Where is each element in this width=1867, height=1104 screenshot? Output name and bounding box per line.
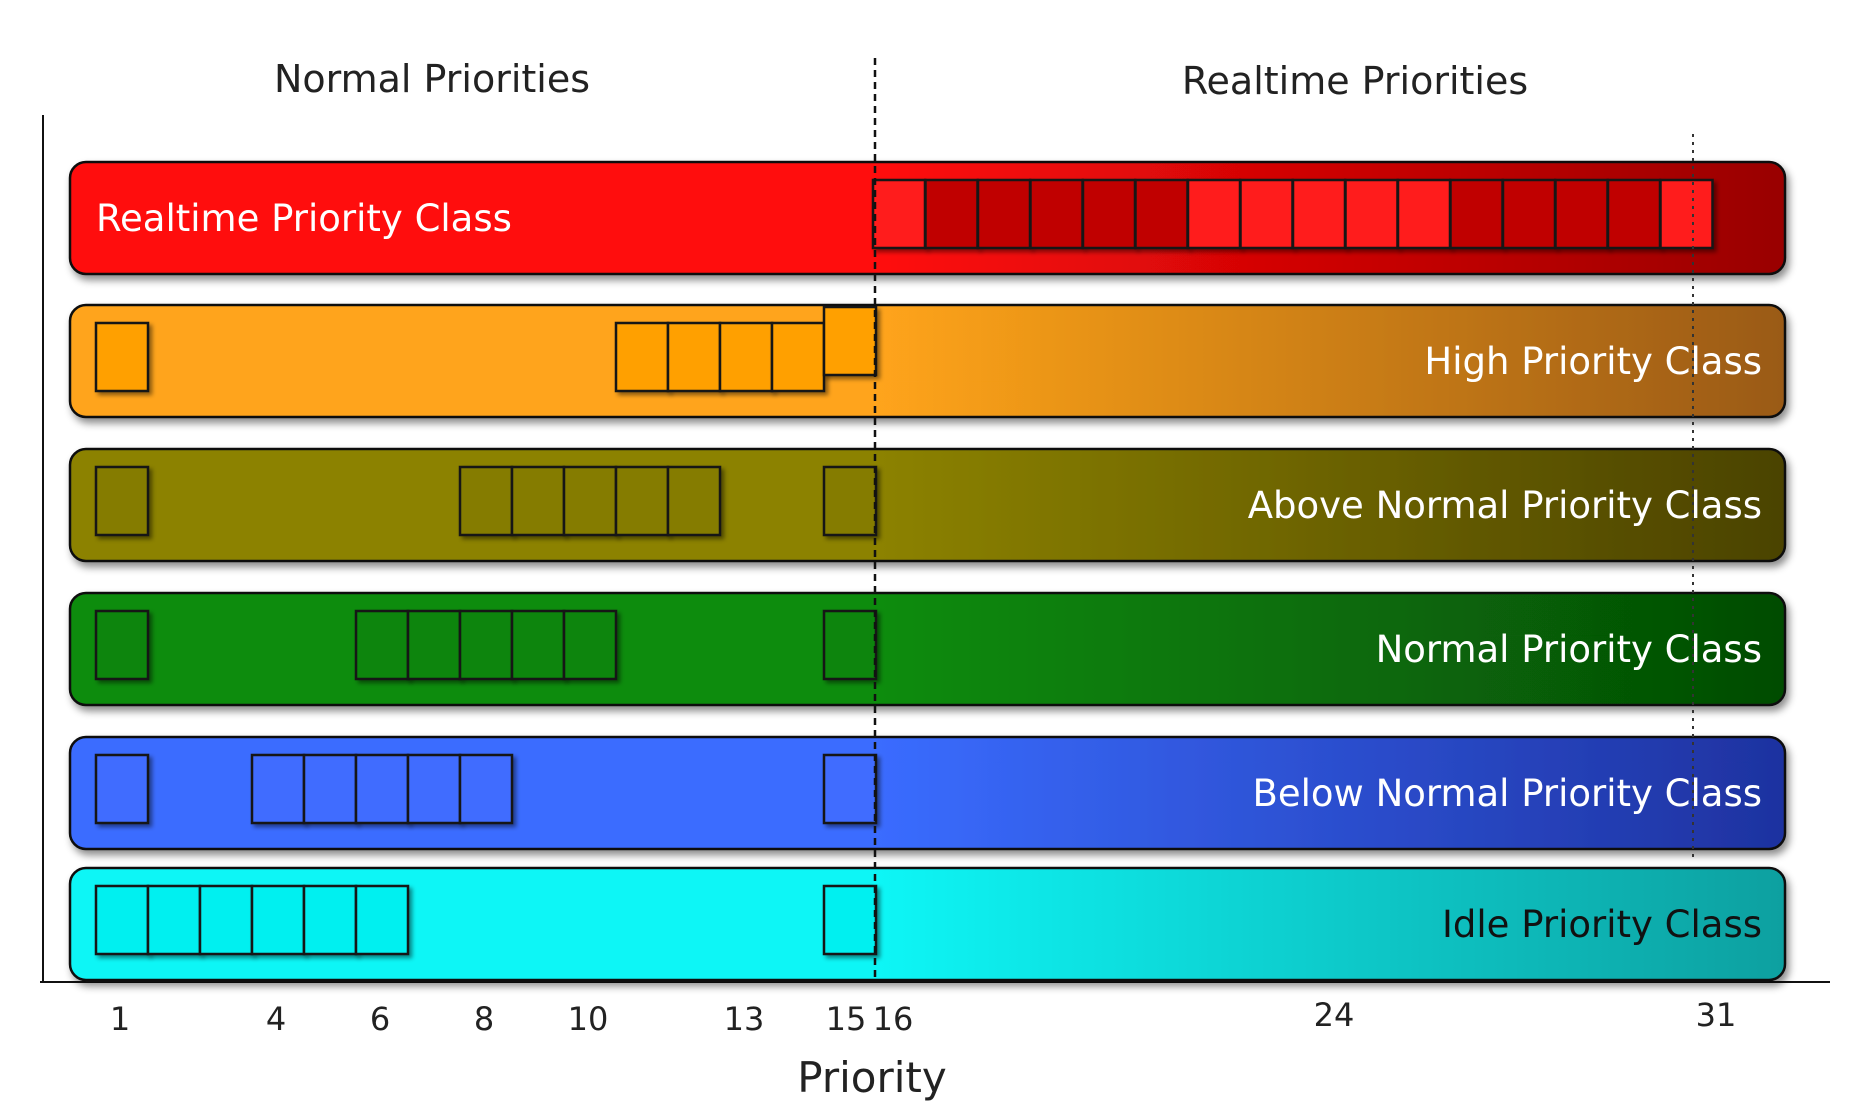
realtime-priorities-header: Realtime Priorities [1181, 59, 1529, 103]
slot-below-normal-6 [356, 755, 408, 823]
slot-above-normal-15 [824, 467, 876, 535]
slot-normal-9 [512, 611, 564, 679]
slot-above-normal-8 [460, 467, 512, 535]
slot-normal-7 [408, 611, 460, 679]
slot-below-normal-7 [408, 755, 460, 823]
tick-label-31: 31 [1695, 996, 1737, 1034]
band-above-normal [70, 449, 1785, 561]
tick-label-16: 16 [872, 1000, 914, 1038]
slot-high-12 [668, 323, 720, 391]
band-above-normal-label: Above Normal Priority Class [1247, 484, 1762, 527]
band-normal [70, 593, 1785, 705]
slot-realtime-20 [1083, 180, 1135, 248]
slot-below-normal-8 [460, 755, 512, 823]
tick-label-24: 24 [1313, 996, 1355, 1034]
x-axis-ticks [110, 996, 1737, 1038]
slot-above-normal-9 [512, 467, 564, 535]
slot-realtime-28 [1503, 180, 1555, 248]
slot-above-normal-12 [668, 467, 720, 535]
slot-realtime-29 [1556, 180, 1608, 248]
slot-above-normal-10 [564, 467, 616, 535]
slot-below-normal-5 [304, 755, 356, 823]
slot-idle-2 [148, 886, 200, 954]
slot-below-normal-1 [96, 755, 148, 823]
slot-realtime-30 [1608, 180, 1660, 248]
slot-normal-6 [356, 611, 408, 679]
slot-normal-15 [824, 611, 876, 679]
slot-idle-15 [824, 886, 876, 954]
band-normal-label: Normal Priority Class [1375, 628, 1762, 671]
tick-label-6: 6 [369, 1000, 391, 1038]
slot-high-11 [616, 323, 668, 391]
slot-high-15 [824, 307, 876, 375]
slot-high-14 [772, 323, 824, 391]
band-realtime-label: Realtime Priority Class [96, 197, 512, 240]
slot-realtime-21 [1136, 180, 1188, 248]
slot-realtime-19 [1031, 180, 1083, 248]
slot-high-1 [96, 323, 148, 391]
tick-label-10: 10 [567, 1000, 609, 1038]
slot-realtime-23 [1241, 180, 1293, 248]
slot-realtime-17 [926, 180, 978, 248]
slot-above-normal-11 [616, 467, 668, 535]
band-high [70, 305, 1785, 417]
slot-above-normal-1 [96, 467, 148, 535]
band-realtime [70, 162, 1785, 274]
slot-idle-6 [356, 886, 408, 954]
slot-realtime-24 [1293, 180, 1345, 248]
slot-realtime-22 [1188, 180, 1240, 248]
slot-idle-3 [200, 886, 252, 954]
tick-label-15: 15 [825, 1000, 867, 1038]
slot-idle-4 [252, 886, 304, 954]
tick-label-8: 8 [473, 1000, 495, 1038]
slot-realtime-18 [978, 180, 1030, 248]
slot-below-normal-4 [252, 755, 304, 823]
slot-realtime-27 [1451, 180, 1503, 248]
tick-label-4: 4 [265, 1000, 287, 1038]
band-below-normal [70, 737, 1785, 849]
band-high-label: High Priority Class [1424, 340, 1762, 383]
x-axis-title: Priority [797, 1053, 947, 1102]
slot-realtime-31 [1661, 180, 1713, 248]
slot-normal-8 [460, 611, 512, 679]
slot-idle-5 [304, 886, 356, 954]
slot-realtime-26 [1398, 180, 1450, 248]
tick-label-1: 1 [109, 1000, 131, 1038]
slot-realtime-16 [873, 180, 925, 248]
tick-label-13: 13 [723, 1000, 765, 1038]
priority-class-bands [70, 162, 1785, 980]
slot-normal-10 [564, 611, 616, 679]
slot-below-normal-15 [824, 755, 876, 823]
slot-normal-1 [96, 611, 148, 679]
slot-realtime-25 [1346, 180, 1398, 248]
band-idle [70, 868, 1785, 980]
slot-idle-1 [96, 886, 148, 954]
band-below-normal-label: Below Normal Priority Class [1252, 772, 1762, 815]
band-idle-label: Idle Priority Class [1442, 903, 1762, 946]
normal-priorities-header: Normal Priorities [273, 57, 591, 101]
slot-high-13 [720, 323, 772, 391]
